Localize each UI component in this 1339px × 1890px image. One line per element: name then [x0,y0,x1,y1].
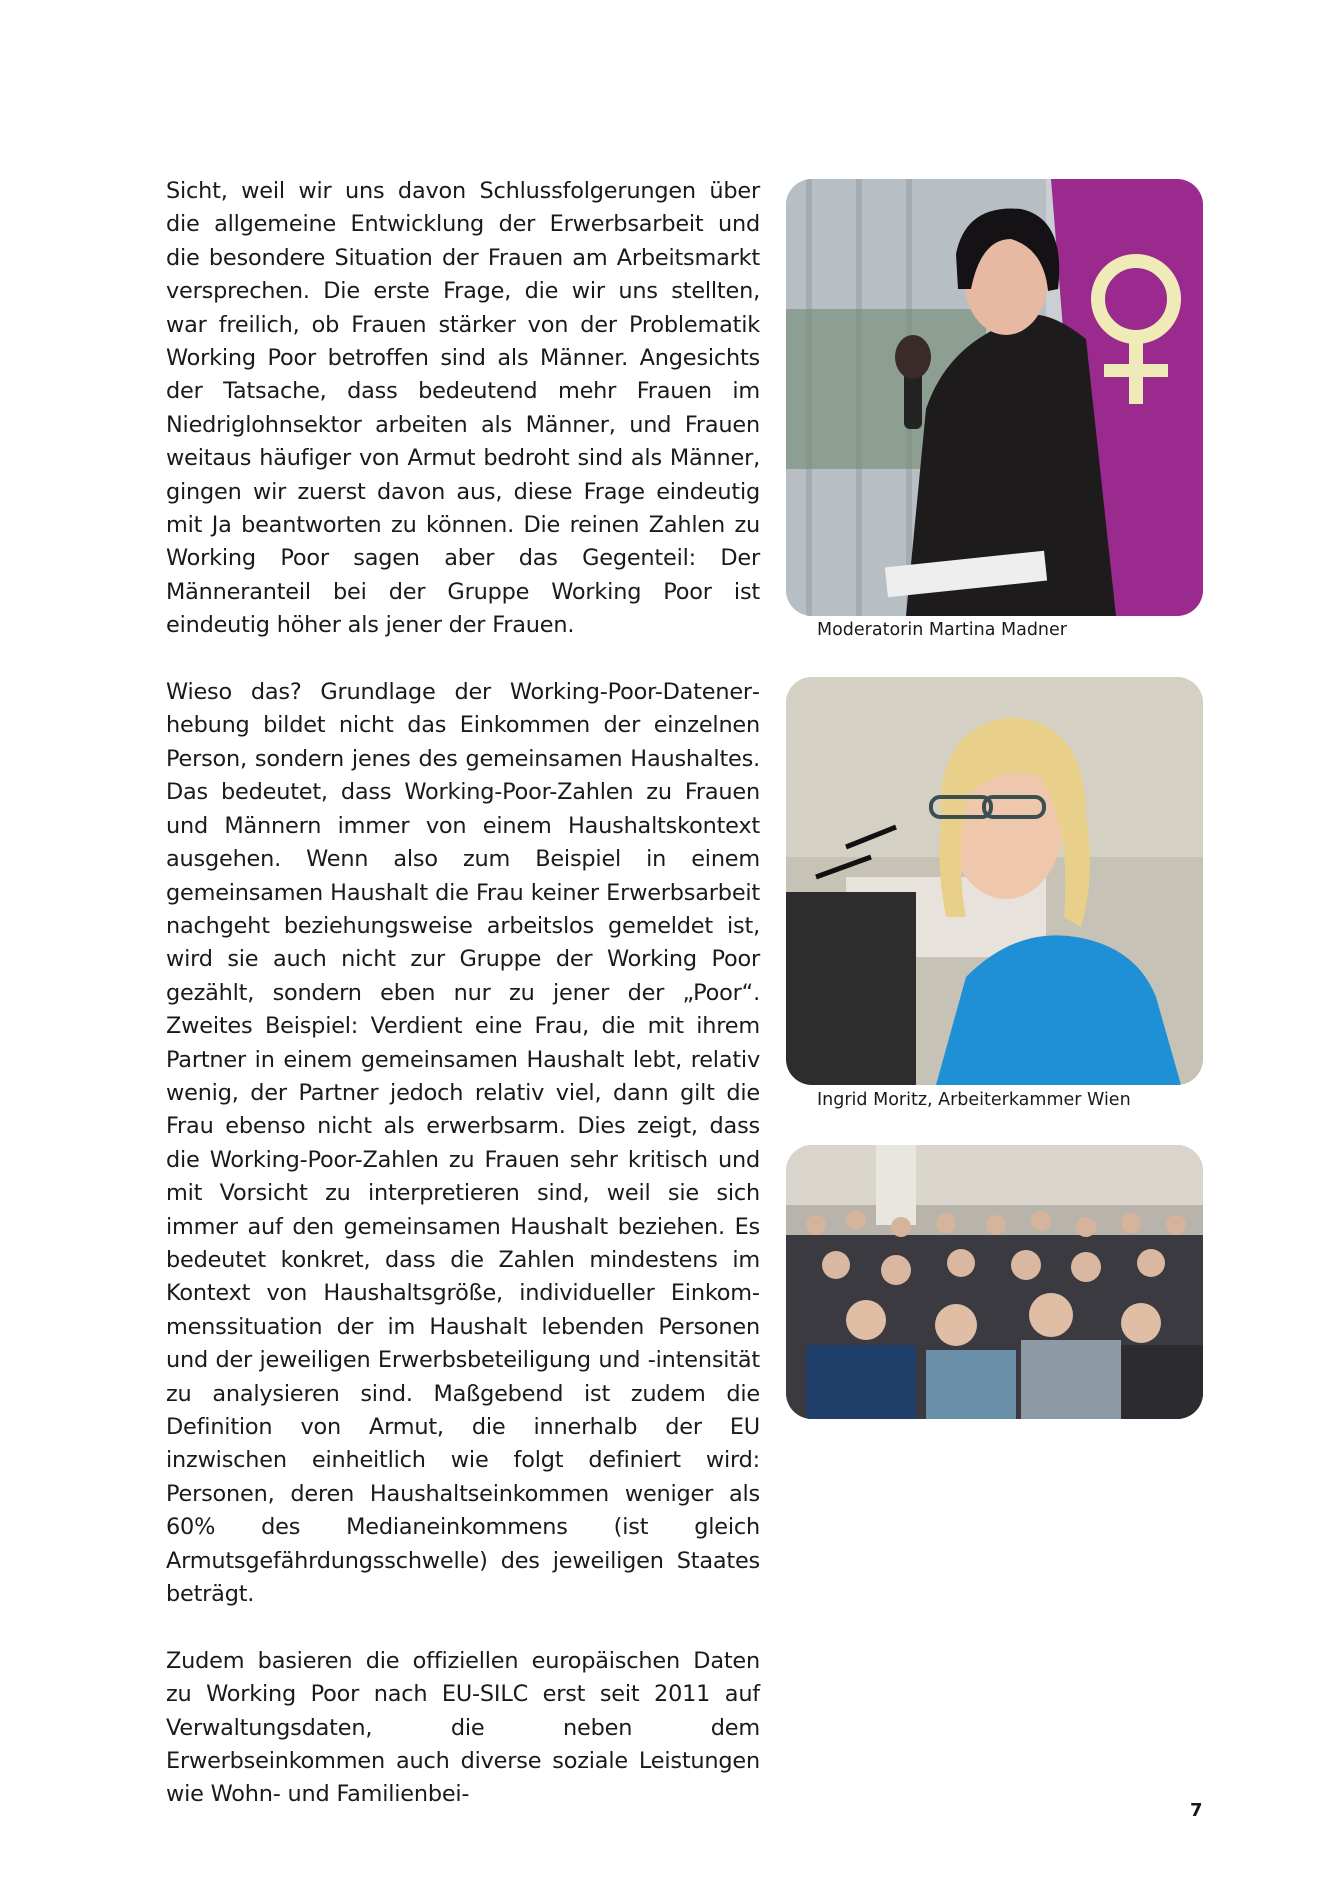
photo-speaker [786,677,1203,1085]
body-text [166,175,760,1812]
page-number: 7 [1190,1800,1203,1821]
paragraph-2: Wieso das? Grundlage der Working-Poor-Datenerhebung bildet nicht das Einkommen der einzelnen Person, sondern jenes des gemeinsamen Haushaltes. Das bedeutet, dass Working-Poor-Zahlen zu Frauen und Männern immer von einem Haushaltskontext ausgehen. Wenn also zum Beispiel in einem gemeinsamen Haushalt die Frau keiner Erwerbsarbeit nachgeht beziehungsweise arbeitslos gemeldet ist, wird sie auch nicht zur Gruppe der Working Poor gezählt, sondern eben nur zu jener der „Poor“. Zweites Beispiel: Verdient eine Frau, die mit ihrem Partner in einem gemeinsamen Haushalt lebt, relativ wenig, der Partner jedoch relativ viel, dann gilt die Frau ebenso nicht als erwerbsarm. Dies zeigt, dass die Working-Poor-Zahlen zu Frauen sehr kritisch und mit Vorsicht zu interpretieren sind, weil sie sich immer auf den gemeinsamen Haushalt beziehen. Es bedeutet konkret, dass die Zahlen mindestens im Kontext von Haushaltsgröße, individueller Einkommenssituation der im Haushalt lebenden Personen und der jeweiligen Erwerbsbeteiligung und -intensität zu analysieren sind. Maßgebend ist zudem die Definition von Armut, die innerhalb der EU inzwischen einheitlich wie folgt definiert wird: Personen, deren Haushaltseinkommen weniger als 60% des Medianeinkommens (ist gleich Armutsgefährdungsschwelle) des jeweiligen Staates beträgt. [166,679,760,1608]
photo-moderator [786,179,1203,616]
paragraph-3: Zudem basieren die offiziellen europäischen Daten zu Working Poor nach EU-SILC erst seit 2011 auf Verwaltungsdaten, die neben dem Erwerbseinkommen auch diverse soziale Leistungen wie Wohn- und Familienbei- [166,1647,760,1808]
caption-speaker: Ingrid Moritz, Arbeiterkammer Wien [817,1090,1131,1110]
caption-moderator: Moderatorin Martina Madner [817,620,1067,640]
paragraph-1: Sicht, weil wir uns davon Schlussfolgerungen über die allgemeine Entwicklung der Erwerbsarbeit und die besondere Situation der Frauen am Arbeitsmarkt versprechen. Die erste Frage, die wir uns stellten, war freilich, ob Frauen stärker von der Problematik Working Poor betroffen sind als Männer. Angesichts der Tatsache, dass bedeutend mehr Frauen im Niedriglohnsektor arbeiten als Männer, und Frauen weitaus häufiger von Armut bedroht sind als Männer, gingen wir zuerst davon aus, diese Frage eindeutig mit Ja beantworten zu können. Die reinen Zahlen zu Working Poor sagen aber das Gegenteil: Der Männeranteil bei der Gruppe Working Poor ist eindeutig höher als jener der Frauen. [166,178,760,639]
photo-audience [786,1145,1203,1419]
